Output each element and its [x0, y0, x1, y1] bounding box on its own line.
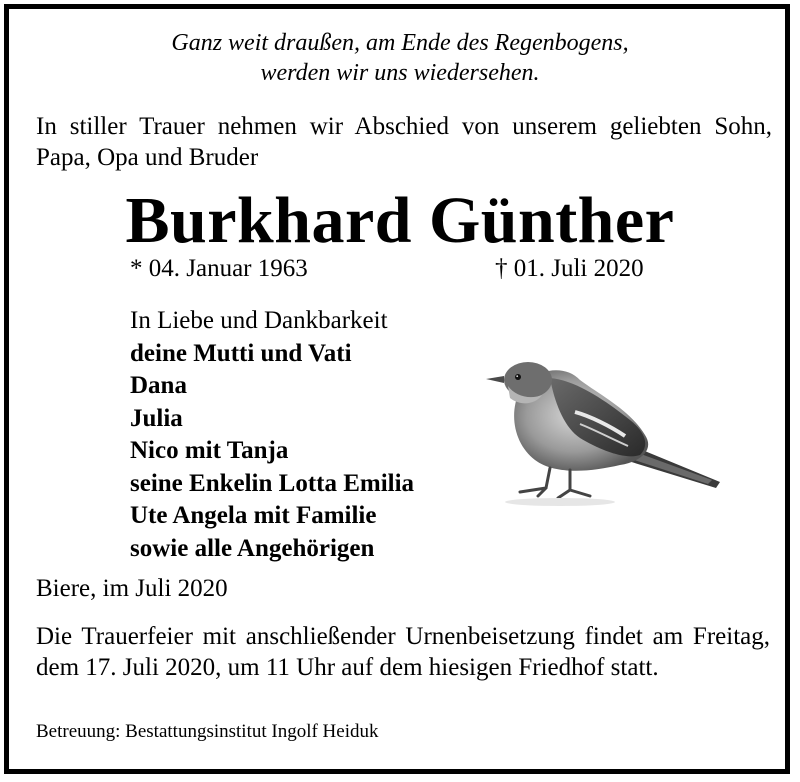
mourner-name: seine Enkelin Lotta Emilia [130, 469, 415, 497]
mourner-name: Dana [130, 372, 187, 399]
funeral-home-credit: Betreuung: Bestattungsinstitut Ingolf Heiduk [36, 721, 379, 742]
motto-line-2: werden wir uns wiedersehen. [260, 60, 540, 86]
intro-text: In stiller Trauer nehmen wir Abschied von unserem geliebten Sohn, Papa, Opa und Bruder [36, 113, 772, 171]
mourner-name: sowie alle Angehörigen [130, 534, 375, 562]
mourners-list [130, 305, 414, 565]
birth-date: * 04. Januar 1963 [130, 255, 308, 282]
motto-quote [0, 28, 800, 88]
mourner-name: deine Mutti und Vati [130, 339, 352, 367]
place-date: Biere, im Juli 2020 [36, 575, 228, 602]
deceased-name: Burkhard Günther [125, 184, 675, 257]
mourner-name: Ute Angela mit Familie [130, 502, 377, 529]
motto-line-1: Ganz weit draußen, am Ende des Regenbogens, [171, 30, 629, 56]
death-date: † 01. Juli 2020 [495, 255, 644, 282]
bird-illustration [480, 350, 730, 515]
mourner-name: Julia [130, 404, 183, 432]
mourners-lead: In Liebe und Dankbarkeit [130, 307, 388, 334]
mourner-name: Nico mit Tanja [130, 437, 289, 464]
funeral-service-info: Die Trauerfeier mit anschließender Urnenbeisetzung findet am Freitag, dem 17. Juli 2020, um 11 Uhr auf dem hiesigen Friedhof statt. [36, 623, 770, 681]
